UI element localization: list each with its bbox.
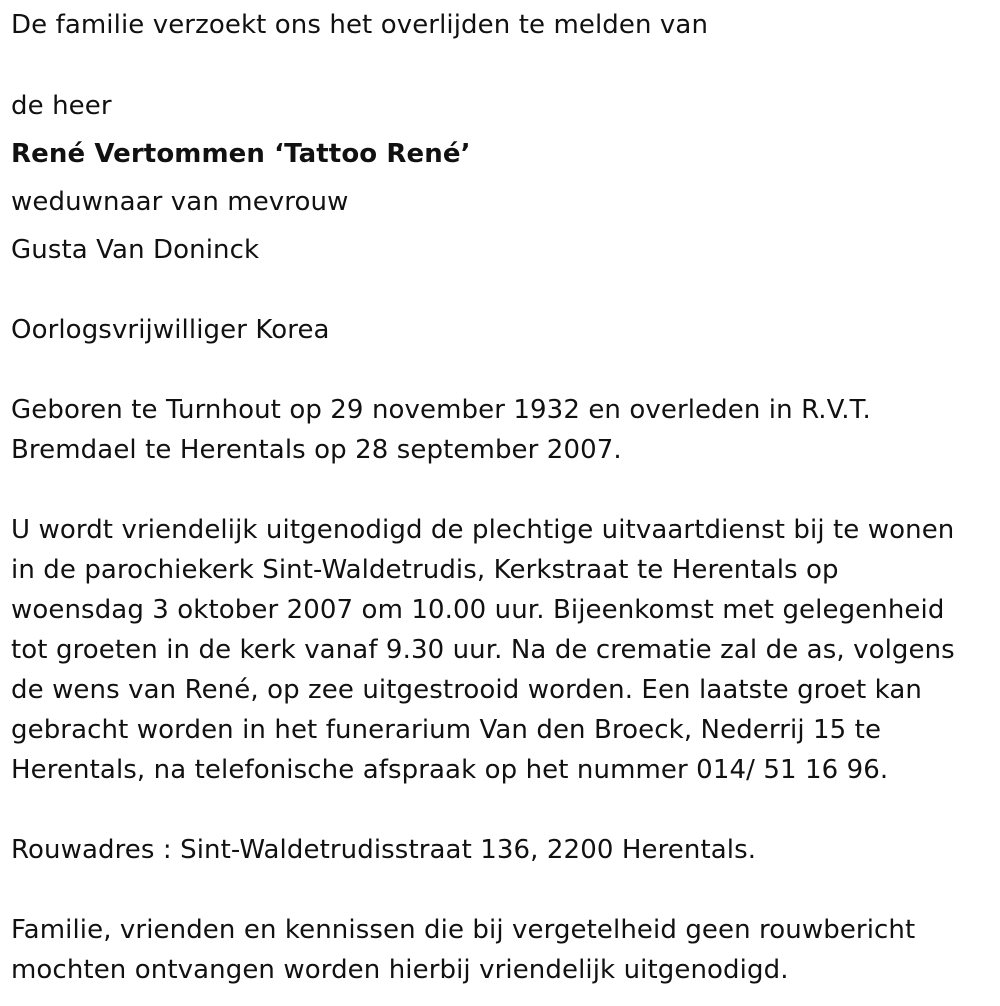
ceremony-line: in de parochiekerk Sint-Waldetrudis, Kerkstraat te Herentals op xyxy=(11,555,839,585)
birth-death-paragraph xyxy=(11,390,996,470)
spouse-name: Gusta Van Doninck xyxy=(11,235,260,265)
deceased-name: René Vertommen ‘Tattoo René’ xyxy=(11,139,471,169)
ceremony-line: tot groeten in de kerk vanaf 9.30 uur. Na de crematie zal de as, volgens xyxy=(11,635,955,665)
mourning-address: Rouwadres : Sint-Waldetrudisstraat 136, 2200 Herentals. xyxy=(11,835,757,865)
deceased-title: Oorlogsvrijwilliger Korea xyxy=(11,315,330,345)
ceremony-line: woensdag 3 oktober 2007 om 10.00 uur. Bijeenkomst met gelegenheid xyxy=(11,595,945,625)
salutation: de heer xyxy=(11,91,112,121)
ceremony-paragraph xyxy=(11,510,996,790)
ceremony-line: gebracht worden in het funerarium Van den Broeck, Nederrij 15 te xyxy=(11,715,882,745)
ceremony-line: Herentals, na telefonische afspraak op het nummer 014/ 51 16 96. xyxy=(11,755,889,785)
ceremony-line: de wens van René, op zee uitgestrooid worden. Een laatste groet kan xyxy=(11,675,922,705)
widower-of-text: weduwnaar van mevrouw xyxy=(11,187,349,217)
birth-death-line: Geboren te Turnhout op 29 november 1932 en overleden in R.V.T. xyxy=(11,395,871,425)
intro-text: De familie verzoekt ons het overlijden te melden van xyxy=(11,10,709,40)
birth-death-line: Bremdael te Herentals op 28 september 2007. xyxy=(11,435,622,465)
closing-paragraph xyxy=(11,910,996,990)
closing-line: mochten ontvangen worden hierbij vriendelijk uitgenodigd. xyxy=(11,955,789,985)
closing-line: Familie, vrienden en kennissen die bij vergetelheid geen rouwbericht xyxy=(11,915,916,945)
ceremony-line: U wordt vriendelijk uitgenodigd de plechtige uitvaartdienst bij te wonen xyxy=(11,515,955,545)
